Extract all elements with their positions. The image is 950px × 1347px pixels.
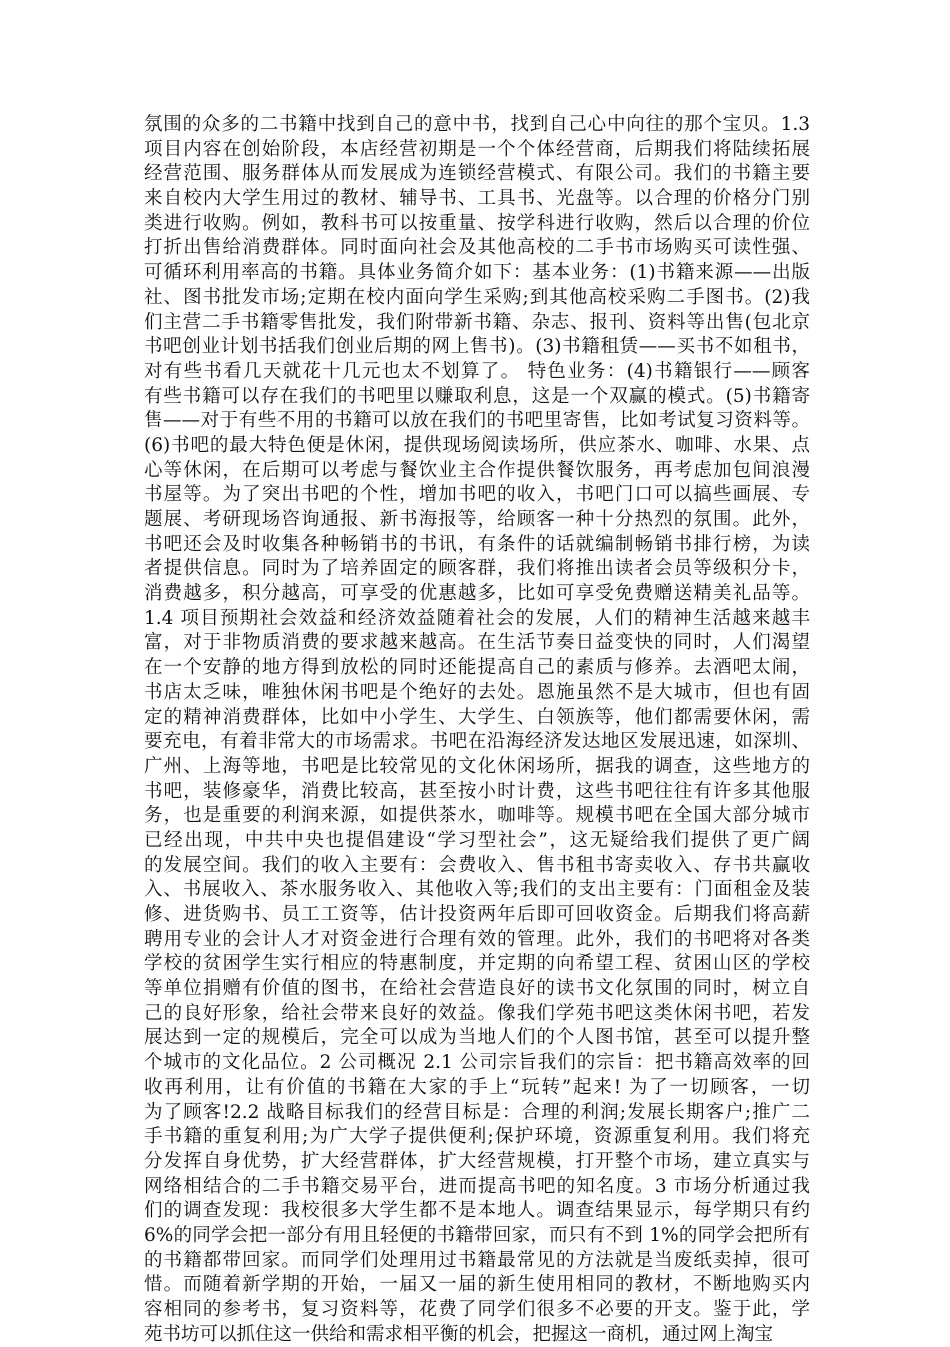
text-line: 务，也是重要的利润来源，如提供茶水，咖啡等。规模书吧在全国大部分城市 (144, 805, 810, 827)
text-line: 1.4 项目预期社会效益和经济效益随着社会的发展，人们的精神生活越来越丰 (144, 607, 810, 629)
text-line: 定的精神消费群体，比如中小学生、大学生、白领族等，他们都需要休闲，需 (144, 706, 810, 728)
text-line: 在一个安静的地方得到放松的同时还能提高自己的素质与修养。去酒吧太闹， (144, 657, 810, 679)
text-line: 消费越多，积分越高，可享受的优惠越多，比如可享受免费赠送精美礼品等。 (144, 583, 810, 605)
text-line: 网络相结合的二手书籍交易平台，进而提高书吧的知名度。3 市场分析通过我 (144, 1175, 810, 1197)
text-line: 容相同的参考书，复习资料等，花费了同学们很多不必要的开支。鉴于此，学 (144, 1299, 810, 1320)
text-line: 经营范围、服务群体从而发展成为连锁经营模式、有限公司。我们的书籍主要 (144, 163, 810, 185)
text-line: 个城市的文化品位。2 公司概况 2.1 公司宗旨我们的宗旨：把书籍高效率的回 (144, 1052, 810, 1074)
text-line: 可循环利用率高的书籍。具体业务简介如下：基本业务：(1)书籍来源——出版 (144, 262, 810, 284)
text-line: 展达到一定的规模后，完全可以成为当地人们的个人图书馆，甚至可以提升整 (144, 1027, 810, 1049)
text-line: 书吧还会及时收集各种畅销书的书讯，有条件的话就编制畅销书排行榜，为读 (144, 533, 810, 555)
text-line: 书店太乏味，唯独休闲书吧是个绝好的去处。恩施虽然不是大城市，但也有固 (144, 681, 810, 703)
text-line: 来自校内大学生用过的教材、辅导书、工具书、光盘等。以合理的价格分门别 (144, 188, 810, 210)
text-line: 学校的贫困学生实行相应的特惠制度，并定期的向希望工程、贫困山区的学校 (144, 953, 810, 975)
text-line: 社、图书批发市场;定期在校内面向学生采购;到其他高校采购二手图书。(2)我 (144, 286, 810, 308)
text-line: 6%的同学会把一部分有用且轻便的书籍带回家，而只有不到 1%的同学会把所有 (144, 1224, 810, 1246)
text-line: 聘用专业的会计人才对资金进行合理有效的管理。此外，我们的书吧将对各类 (144, 928, 810, 950)
text-line: 们的调查发现：我校很多大学生都不是本地人。调查结果显示，每学期只有约 (144, 1200, 810, 1222)
text-line: 苑书坊可以抓住这一供给和需求相平衡的机会，把握这一商机，通过网上淘宝 (144, 1323, 774, 1345)
text-line: 要充电，有着非常大的市场需求。书吧在沿海经济发达地区发展迅速，如深圳、 (144, 731, 810, 753)
text-line: 们主营二手书籍零售批发，我们附带新书籍、杂志、报刊、资料等出售(包北京 (144, 311, 810, 333)
text-line: 分发挥自身优势，扩大经营群体，扩大经营规模，打开整个市场，建立真实与 (144, 1150, 810, 1172)
text-line: 手书籍的重复利用;为广大学子提供便利;保护环境，资源重复利用。我们将充 (144, 1126, 810, 1148)
text-line: 惜。而随着新学期的开始，一届又一届的新生使用相同的教材，不断地购买内 (144, 1274, 810, 1296)
text-line: 的发展空间。我们的收入主要有：会费收入、售书租书寄卖收入、存书共赢收 (144, 854, 810, 876)
text-line: 书吧，装修豪华，消费比较高，甚至按小时计费，这些书吧往往有许多其他服 (144, 780, 810, 802)
text-line: 心等休闲，在后期可以考虑与餐饮业主合作提供餐饮服务，再考虑加包间浪漫 (144, 459, 810, 481)
text-line: 氛围的众多的二书籍中找到自己的意中书，找到自己心中向往的那个宝贝。1.3 (144, 114, 810, 135)
text-line: 对有些书看几天就花十几元也太不划算了。 特色业务：(4)书籍银行——顾客 (144, 360, 810, 382)
text-line: 等单位捐赠有价值的图书，在给社会营造良好的读书文化氛围的同时，树立自 (144, 978, 810, 1000)
text-line: 富，对于非物质消费的要求越来越高。在生活节奏日益变快的同时，人们渴望 (144, 632, 810, 654)
text-line: 者提供信息。同时为了培养固定的顾客群，我们将推出读者会员等级积分卡， (144, 558, 810, 580)
text-line: 打折出售给消费群体。同时面向社会及其他高校的二手书市场购买可读性强、 (144, 237, 810, 259)
text-line: 类进行收购。例如，教科书可以按重量、按学科进行收购，然后以合理的价位 (144, 212, 810, 234)
text-line: 收再利用，让有价值的书籍在大家的手上“玩转”起来! 为了一切顾客，一切 (144, 1076, 810, 1098)
text-line: 售——对于有些不用的书籍可以放在我们的书吧里寄售，比如考试复习资料等。 (144, 410, 810, 432)
text-line: 书吧创业计划书括我们创业后期的网上售书)。(3)书籍租赁——买书不如租书， (144, 336, 810, 358)
text-line: 广州、上海等地，书吧是比较常见的文化休闲场所，据我的调查，这些地方的 (144, 755, 810, 777)
text-line: (6)书吧的最大特色便是休闲，提供现场阅读场所，供应茶水、咖啡、水果、点 (144, 434, 810, 456)
body-text (144, 113, 810, 1347)
text-line: 书屋等。为了突出书吧的个性，增加书吧的收入，书吧门口可以搞些画展、专 (144, 484, 810, 506)
text-line: 题展、考研现场咨询通报、新书海报等，给顾客一种十分热烈的氛围。此外， (144, 509, 810, 530)
text-line: 修、进货购书、员工工资等，估计投资两年后即可回收资金。后期我们将高薪 (144, 904, 810, 925)
text-line: 的书籍都带回家。而同学们处理用过书籍最常见的方法就是当废纸卖掉，很可 (144, 1249, 810, 1271)
text-line: 为了顾客!2.2 战略目标我们的经营目标是：合理的利润;发展长期客户;推广二 (144, 1101, 810, 1123)
text-line: 项目内容在创始阶段，本店经营初期是一个个体经营商，后期我们将陆续拓展 (144, 138, 810, 160)
text-line: 已经出现，中共中央也提倡建设“学习型社会”，这无疑给我们提供了更广阔 (144, 829, 810, 851)
text-line: 有些书籍可以存在我们的书吧里以赚取利息，这是一个双赢的模式。(5)书籍寄 (144, 385, 810, 407)
text-line: 己的良好形象，给社会带来良好的效益。像我们学苑书吧这类休闲书吧，若发 (144, 1002, 810, 1024)
text-line: 入、书展收入、茶水服务收入、其他收入等;我们的支出主要有：门面租金及装 (144, 879, 810, 901)
